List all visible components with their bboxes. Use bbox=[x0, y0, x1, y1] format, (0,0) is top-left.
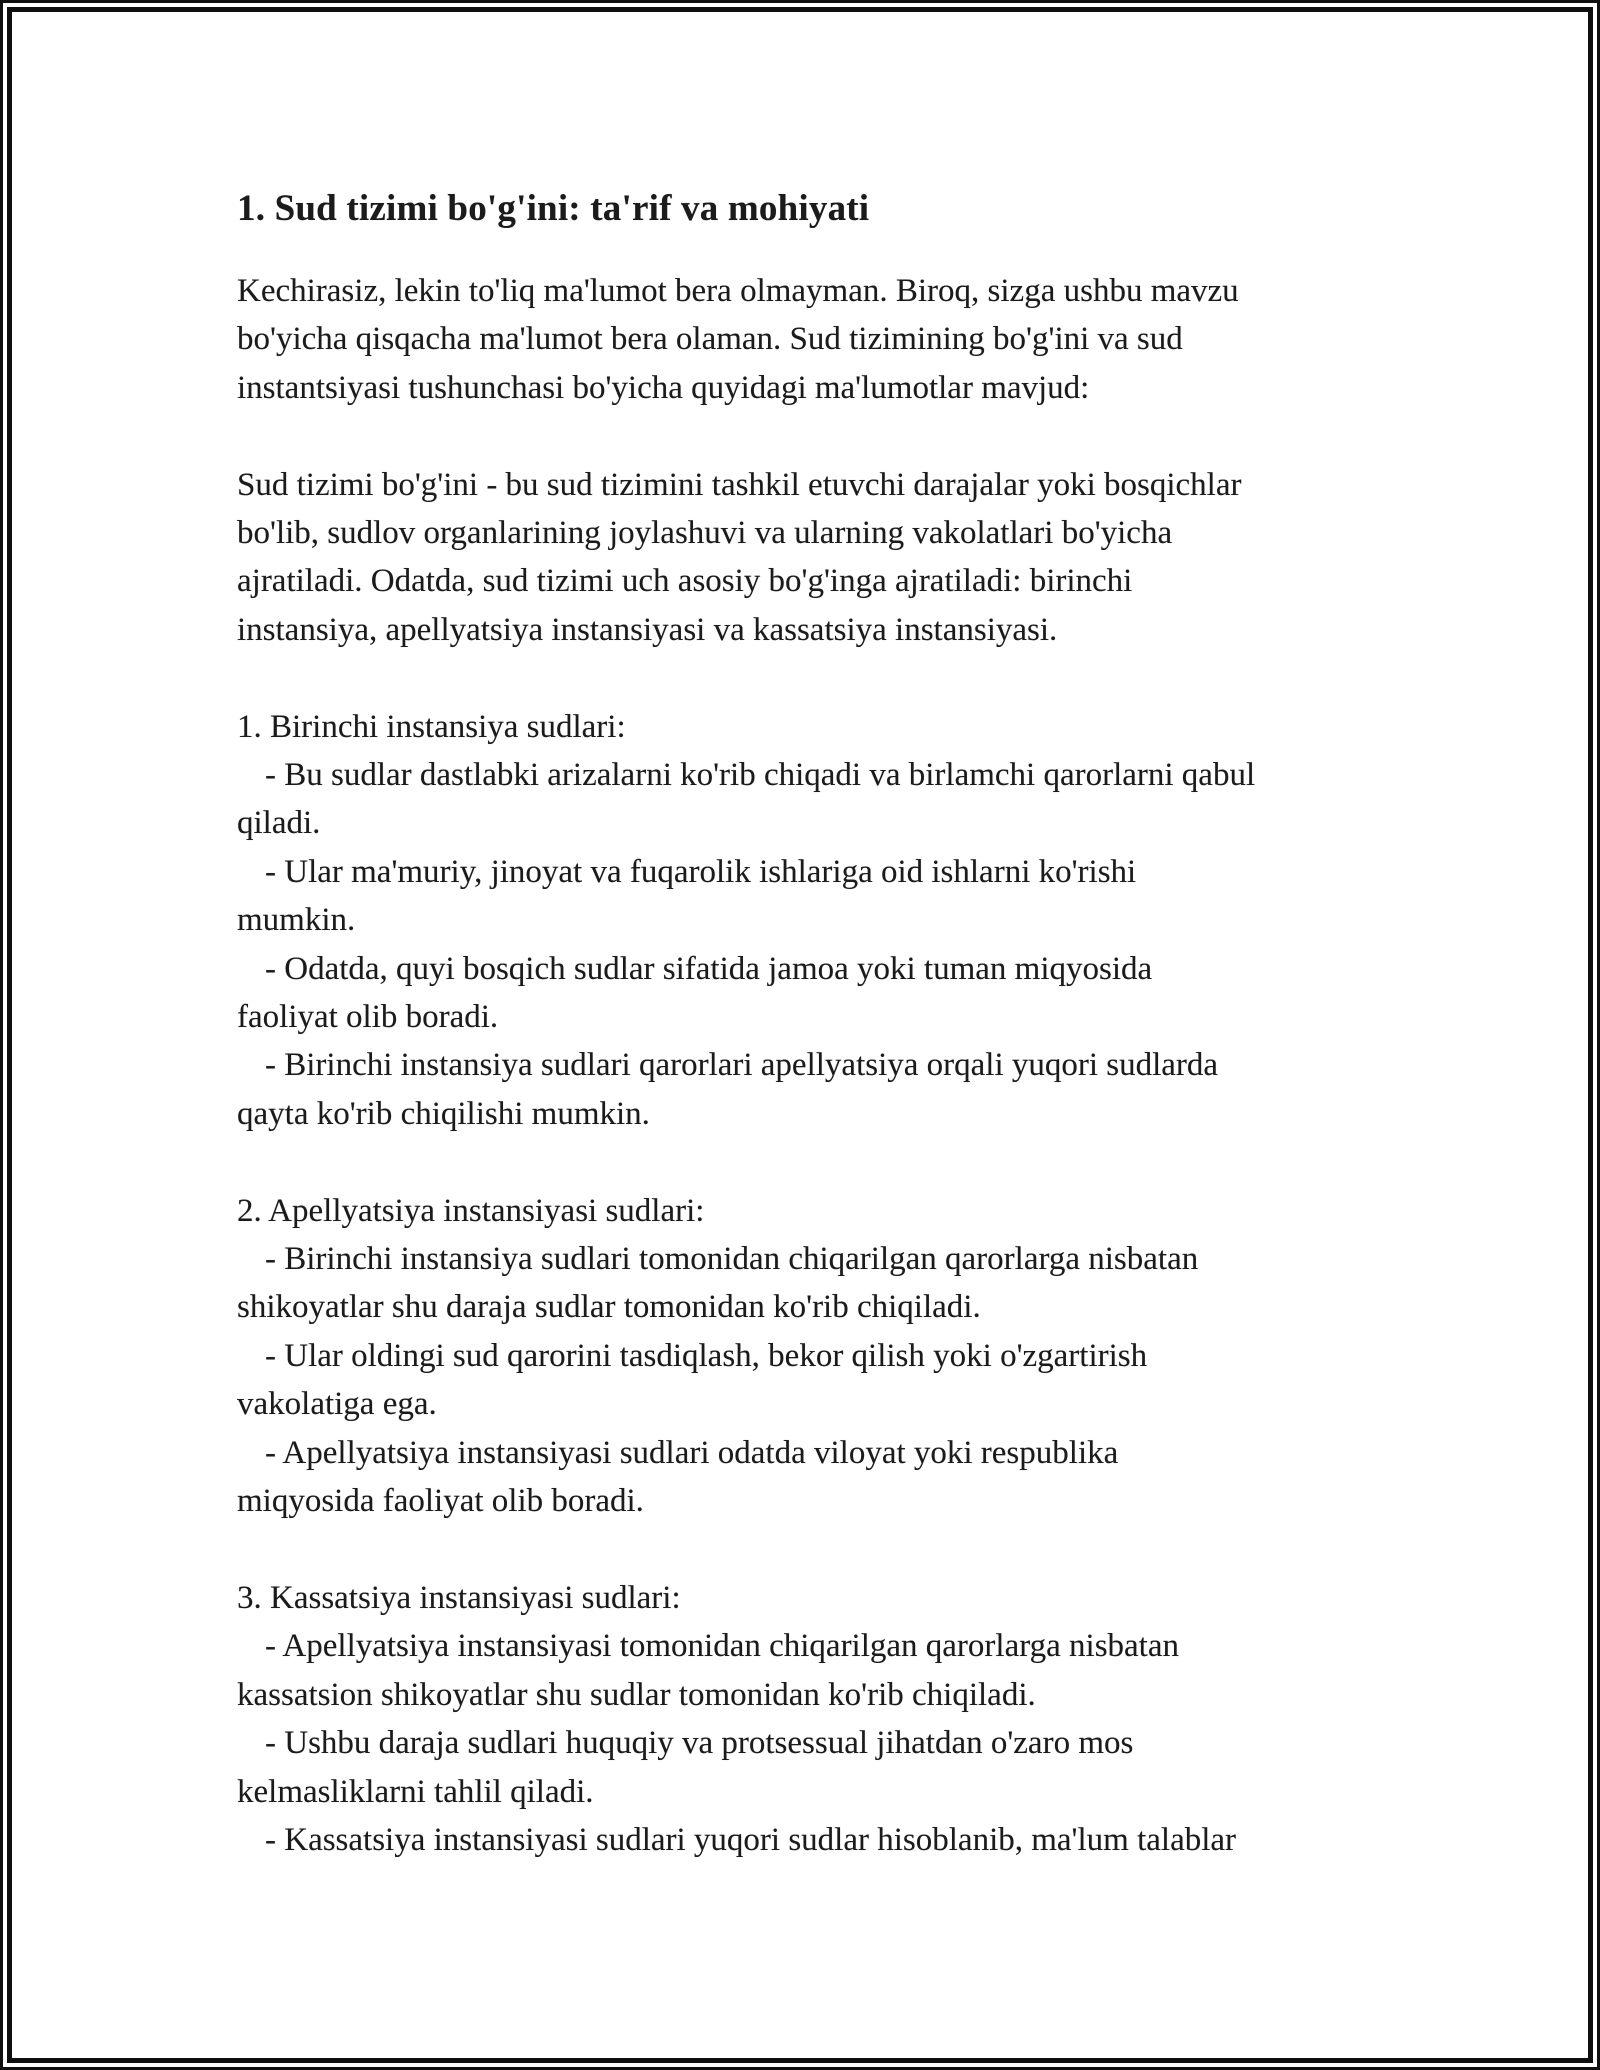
text-line: - Ular ma'muriy, jinoyat va fuqarolik ishlariga oid ishlarni ko'rishi bbox=[265, 853, 1137, 890]
text-line: mumkin. bbox=[237, 902, 356, 939]
text-line: - Ushbu daraja sudlari huquqiy va protsessual jihatdan o'zaro mos bbox=[265, 1725, 1134, 1762]
text-line: - Apellyatsiya instansiyasi tomonidan chiqarilgan qarorlarga nisbatan bbox=[265, 1628, 1179, 1665]
document-body bbox=[237, 267, 1460, 1864]
text-line: instansiya, apellyatsiya instansiyasi va kassatsiya instansiyasi. bbox=[237, 611, 1058, 648]
text-line: qiladi. bbox=[237, 805, 321, 842]
paragraph bbox=[237, 267, 1460, 412]
text-line: instantsiyasi tushunchasi bo'yicha quyidagi ma'lumotlar mavjud: bbox=[237, 369, 1090, 406]
text-line: Kechirasiz, lekin to'liq ma'lumot bera olmayman. Biroq, sizga ushbu mavzu bbox=[237, 273, 1239, 309]
document-title: 1. Sud tizimi bo'g'ini: ta'rif va mohiyati bbox=[237, 188, 870, 229]
text-line: - Birinchi instansiya sudlari qarorlari apellyatsiya orqali yuqori sudlarda bbox=[265, 1047, 1219, 1084]
text-line: 1. Birinchi instansiya sudlari: bbox=[237, 708, 626, 745]
text-line: vakolatiga ega. bbox=[237, 1386, 437, 1423]
document-content bbox=[237, 185, 1460, 1864]
text-line: - Kassatsiya instansiyasi sudlari yuqori sudlar hisoblanib, ma'lum talablar bbox=[265, 1821, 1237, 1858]
text-line: shikoyatlar shu daraja sudlar tomonidan ko'rib chiqiladi. bbox=[237, 1289, 981, 1326]
text-line: - Apellyatsiya instansiyasi sudlari odatda viloyat yoki respublika bbox=[265, 1434, 1119, 1471]
text-line: Sud tizimi bo'g'ini - bu sud tizimini tashkil etuvchi darajalar yoki bosqichlar bbox=[237, 466, 1242, 503]
text-line: 2. Apellyatsiya instansiyasi sudlari: bbox=[237, 1192, 705, 1229]
text-line: faoliyat olib boradi. bbox=[237, 999, 499, 1036]
text-line: qayta ko'rib chiqilishi mumkin. bbox=[237, 1095, 650, 1132]
text-line: bo'yicha qisqacha ma'lumot bera olaman. Sud tizimining bo'g'ini va sud bbox=[237, 321, 1183, 358]
text-line: - Odatda, quyi bosqich sudlar sifatida jamoa yoki tuman miqyosida bbox=[265, 950, 1153, 987]
text-line: bo'lib, sudlov organlarining joylashuvi va ularning vakolatlari bo'yicha bbox=[237, 515, 1173, 552]
text-line: ajratiladi. Odatda, sud tizimi uch asosiy bo'g'inga ajratiladi: birinchi bbox=[237, 563, 1133, 600]
text-line: - Ular oldingi sud qarorini tasdiqlash, bekor qilish yoki o'zgartirish bbox=[265, 1337, 1148, 1374]
paragraph bbox=[237, 461, 1460, 655]
text-line: miqyosida faoliyat olib boradi. bbox=[237, 1483, 644, 1520]
paragraph bbox=[237, 703, 1460, 1139]
text-line: kassatsion shikoyatlar shu sudlar tomonidan ko'rib chiqiladi. bbox=[237, 1676, 1036, 1713]
paragraph bbox=[237, 1574, 1460, 1864]
text-line: - Bu sudlar dastlabki arizalarni ko'rib chiqadi va birlamchi qarorlarni qabul bbox=[265, 757, 1256, 794]
text-line: kelmasliklarni tahlil qiladi. bbox=[237, 1773, 594, 1810]
text-line: - Birinchi instansiya sudlari tomonidan chiqarilgan qarorlarga nisbatan bbox=[265, 1241, 1199, 1278]
paragraph bbox=[237, 1187, 1460, 1526]
text-line: 3. Kassatsiya instansiyasi sudlari: bbox=[237, 1579, 681, 1616]
